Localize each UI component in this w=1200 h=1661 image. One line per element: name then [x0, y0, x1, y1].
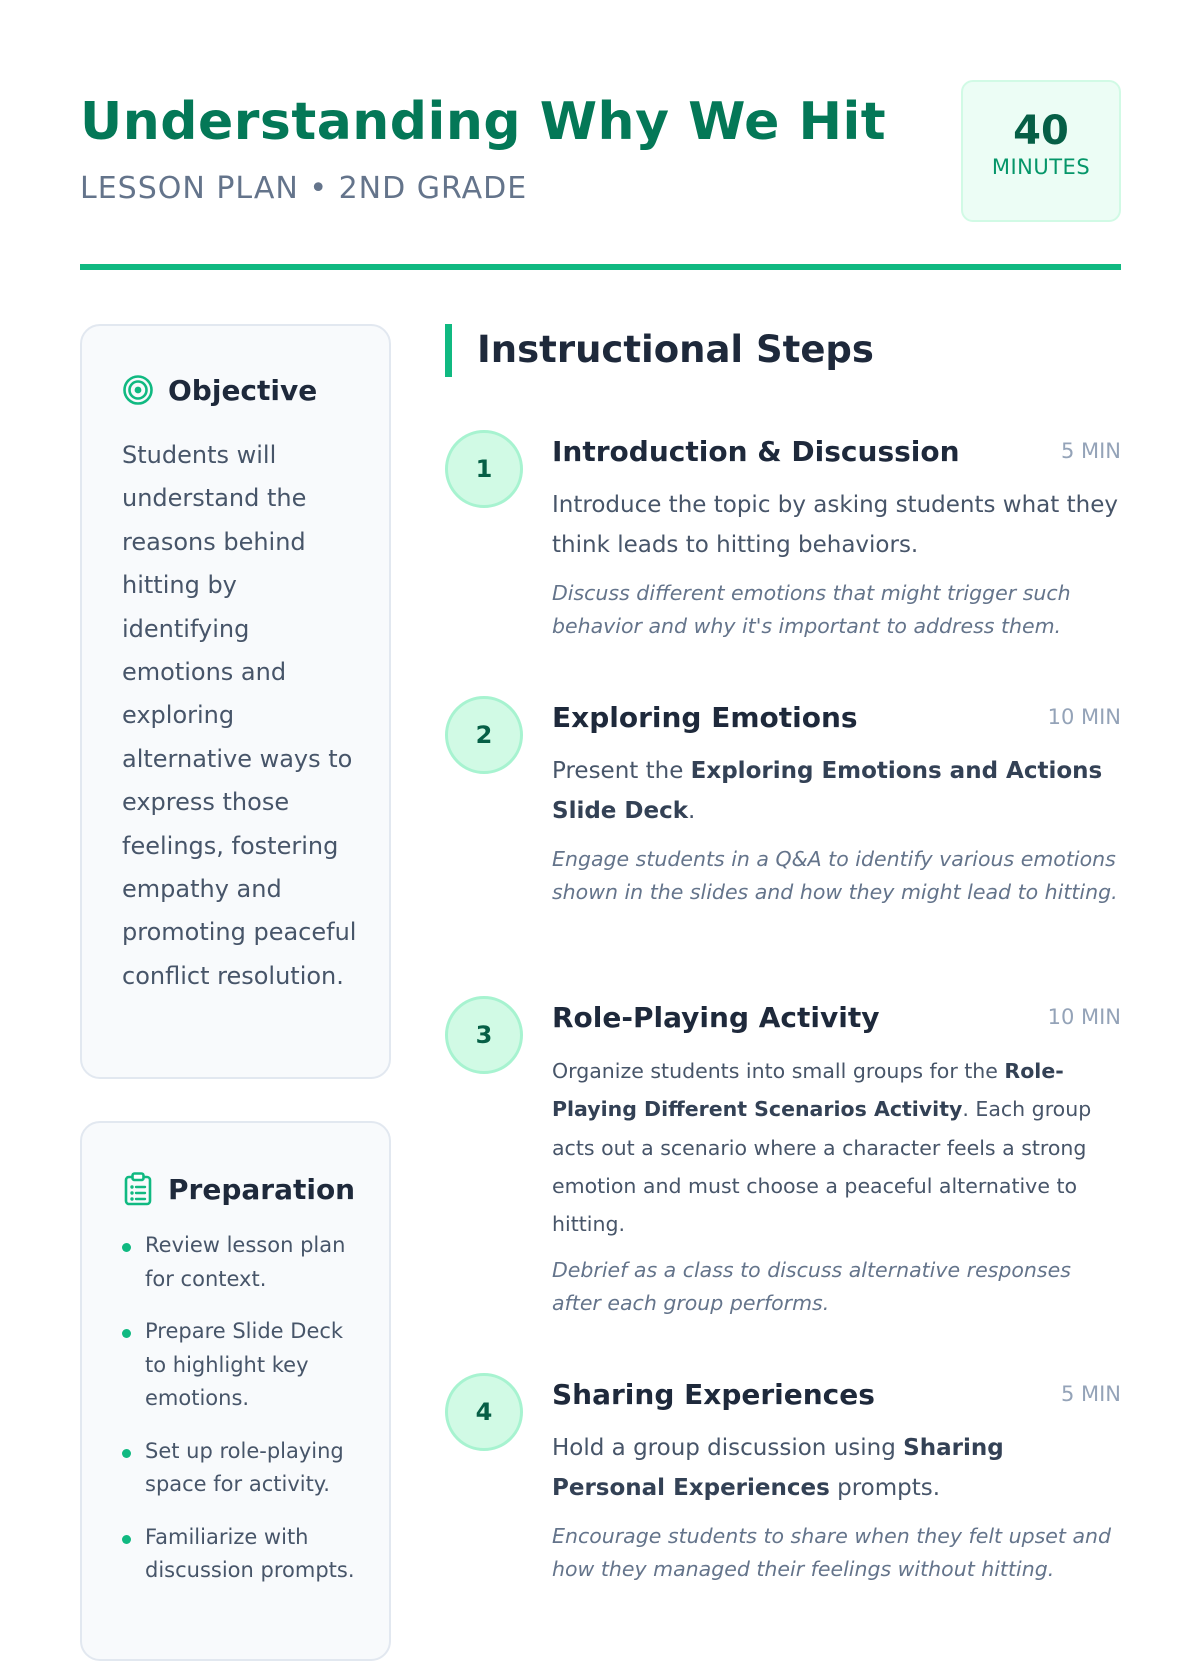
step-duration: 5 MIN: [1060, 1382, 1121, 1406]
step-number-badge: 3: [445, 996, 523, 1074]
step-description-text: . Each group acts out a scenario where a character feels a strong emotion and must choose a peaceful alternative to hitting.: [552, 1097, 1092, 1237]
step-number-badge: 4: [445, 1373, 523, 1451]
step-note: Encourage students to share when they felt upset and how they managed their feelings without hitting.: [552, 1524, 1112, 1582]
step-title: Exploring Emotions: [552, 701, 858, 734]
instructional-steps-header: [445, 324, 1121, 377]
objective-card: [80, 324, 391, 1079]
step-duration: 5 MIN: [1060, 439, 1121, 463]
list-item-text: Review lesson plan for context.: [145, 1233, 346, 1291]
list-item: [122, 1521, 362, 1588]
clipboard-list-icon: [122, 1172, 154, 1206]
duration-unit: MINUTES: [991, 155, 1091, 179]
resource-name: Sharing Personal Experiences: [552, 1435, 1004, 1501]
step-description: [552, 1052, 1121, 1243]
list-item-text: Prepare Slide Deck to highlight key emotions.: [145, 1319, 344, 1410]
step-description: [552, 1429, 1121, 1508]
list-item: [122, 1435, 362, 1502]
duration-value: 40: [1013, 108, 1069, 154]
preparation-card: [80, 1121, 391, 1661]
step-number-badge: 2: [445, 696, 523, 774]
step-title: Introduction & Discussion: [552, 435, 960, 468]
list-item: [122, 1315, 362, 1416]
duration-badge: [961, 80, 1121, 222]
target-icon: [122, 374, 154, 406]
step-description-text: Organize students into small groups for the: [552, 1059, 1005, 1083]
section-title: Instructional Steps: [477, 328, 874, 371]
list-item-text: Familiarize with discussion prompts.: [145, 1524, 355, 1582]
lesson-plan-page: [80, 0, 1121, 1600]
step-title: Sharing Experiences: [552, 1378, 875, 1411]
page-subtitle: LESSON PLAN • 2ND GRADE: [80, 171, 528, 206]
step-description-text: .: [688, 797, 696, 824]
step-note: Engage students in a Q&A to identify various emotions shown in the slides and how they might lead to hitting.: [552, 847, 1118, 905]
preparation-title: Preparation: [168, 1172, 356, 1206]
step-duration: 10 MIN: [1047, 1005, 1121, 1029]
list-item: [122, 1229, 362, 1296]
bullet-dot-icon: [122, 1535, 131, 1544]
objective-text: Students will understand the reasons behind hitting by identifying emotions and exploring alternative ways to express those feelings, fostering empathy and promoting peaceful conflict resolution.: [122, 441, 357, 990]
step-description-text: Hold a group discussion using: [552, 1435, 904, 1461]
preparation-header: [122, 1169, 355, 1209]
step-note: Discuss different emotions that might trigger such behavior and why it's important to address them.: [552, 581, 1071, 639]
bullet-dot-icon: [122, 1243, 131, 1252]
step-duration: 10 MIN: [1047, 705, 1121, 729]
section-accent-bar: [445, 324, 452, 377]
step-description: [552, 752, 1121, 831]
header-divider: [80, 264, 1121, 270]
objective-title: Objective: [168, 373, 318, 407]
step-note: Debrief as a class to discuss alternative responses after each group performs.: [552, 1258, 1071, 1316]
objective-header: [122, 370, 317, 410]
step-description-text: Present the: [552, 758, 691, 784]
list-item-text: Set up role-playing space for activity.: [145, 1438, 344, 1496]
preparation-list: [122, 1229, 362, 1607]
bullet-dot-icon: [122, 1329, 131, 1338]
resource-name: Exploring Emotions and Actions Slide Deck: [552, 758, 1103, 824]
step-description-text: prompts.: [829, 1474, 941, 1501]
step-number-badge: 1: [445, 430, 523, 508]
step-title: Role-Playing Activity: [552, 1001, 880, 1034]
resource-name: Role-Playing Different Scenarios Activity: [552, 1059, 1064, 1122]
page-title: Understanding Why We Hit: [80, 92, 887, 152]
step-description: Introduce the topic by asking students what they think leads to hitting behaviors.: [552, 492, 1118, 558]
bullet-dot-icon: [122, 1449, 131, 1458]
lesson-header: [80, 80, 1121, 270]
